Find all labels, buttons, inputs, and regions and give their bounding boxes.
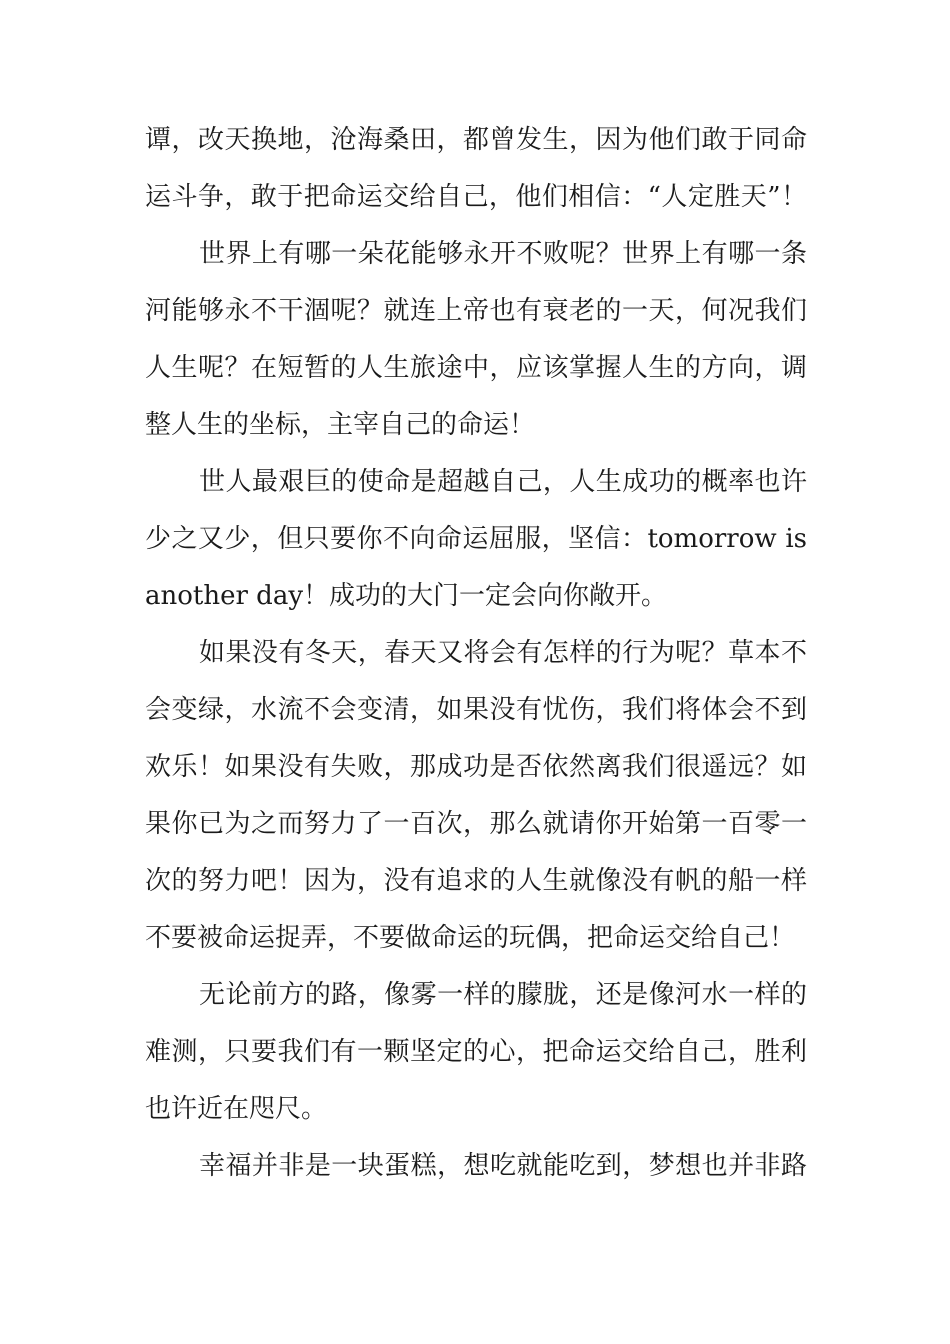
paragraph-5 xyxy=(145,967,807,1138)
text-line: 少之又少，但只要你不向命运屈服，坚信：tomorrow is xyxy=(145,524,807,554)
text-line: 不要被命运捉弄，不要做命运的玩偶，把命运交给自己！ xyxy=(145,923,796,953)
text-line: 难测，只要我们有一颗坚定的心，把命运交给自己，胜利 xyxy=(145,1037,807,1067)
text-line: 运斗争，敢于把命运交给自己，他们相信：“人定胜天”！ xyxy=(145,182,807,212)
text-line: 会变绿，水流不会变清，如果没有忧伤，我们将体会不到 xyxy=(145,695,807,725)
paragraph-3 xyxy=(145,454,807,625)
text-line: 河能够永不干涸呢？就连上帝也有衰老的一天，何况我们 xyxy=(145,296,807,326)
paragraph-4 xyxy=(145,625,807,967)
text-line: 谭，改天换地，沧海桑田，都曾发生，因为他们敢于同命 xyxy=(145,125,807,155)
paragraph-6 xyxy=(145,1138,807,1195)
text-line: 欢乐！如果没有失败，那成功是否依然离我们很遥远？如 xyxy=(145,752,807,782)
text-line: 如果没有冬天，春天又将会有怎样的行为呢？草本不 xyxy=(199,638,807,668)
text-line: 世人最艰巨的使命是超越自己，人生成功的概率也许 xyxy=(199,467,807,497)
text-line: 次的努力吧！因为，没有追求的人生就像没有帆的船一样 xyxy=(145,866,807,896)
text-line: 幸福并非是一块蛋糕，想吃就能吃到，梦想也并非路 xyxy=(199,1151,807,1181)
body-text xyxy=(145,112,807,1195)
paragraph-2 xyxy=(145,226,807,454)
text-line: 无论前方的路，像雾一样的朦胧，还是像河水一样的 xyxy=(199,980,807,1010)
text-line: 也许近在咫尺。 xyxy=(145,1094,328,1124)
text-line: 人生呢？在短暂的人生旅途中，应该掌握人生的方向，调 xyxy=(145,353,807,383)
text-line: 果你已为之而努力了一百次，那么就请你开始第一百零一 xyxy=(145,809,807,839)
text-line: 世界上有哪一朵花能够永开不败呢？世界上有哪一条 xyxy=(199,239,807,269)
paragraph-1 xyxy=(145,112,807,226)
text-line: another day！成功的大门一定会向你敞开。 xyxy=(145,581,668,611)
text-line: 整人生的坐标，主宰自己的命运！ xyxy=(145,410,536,440)
